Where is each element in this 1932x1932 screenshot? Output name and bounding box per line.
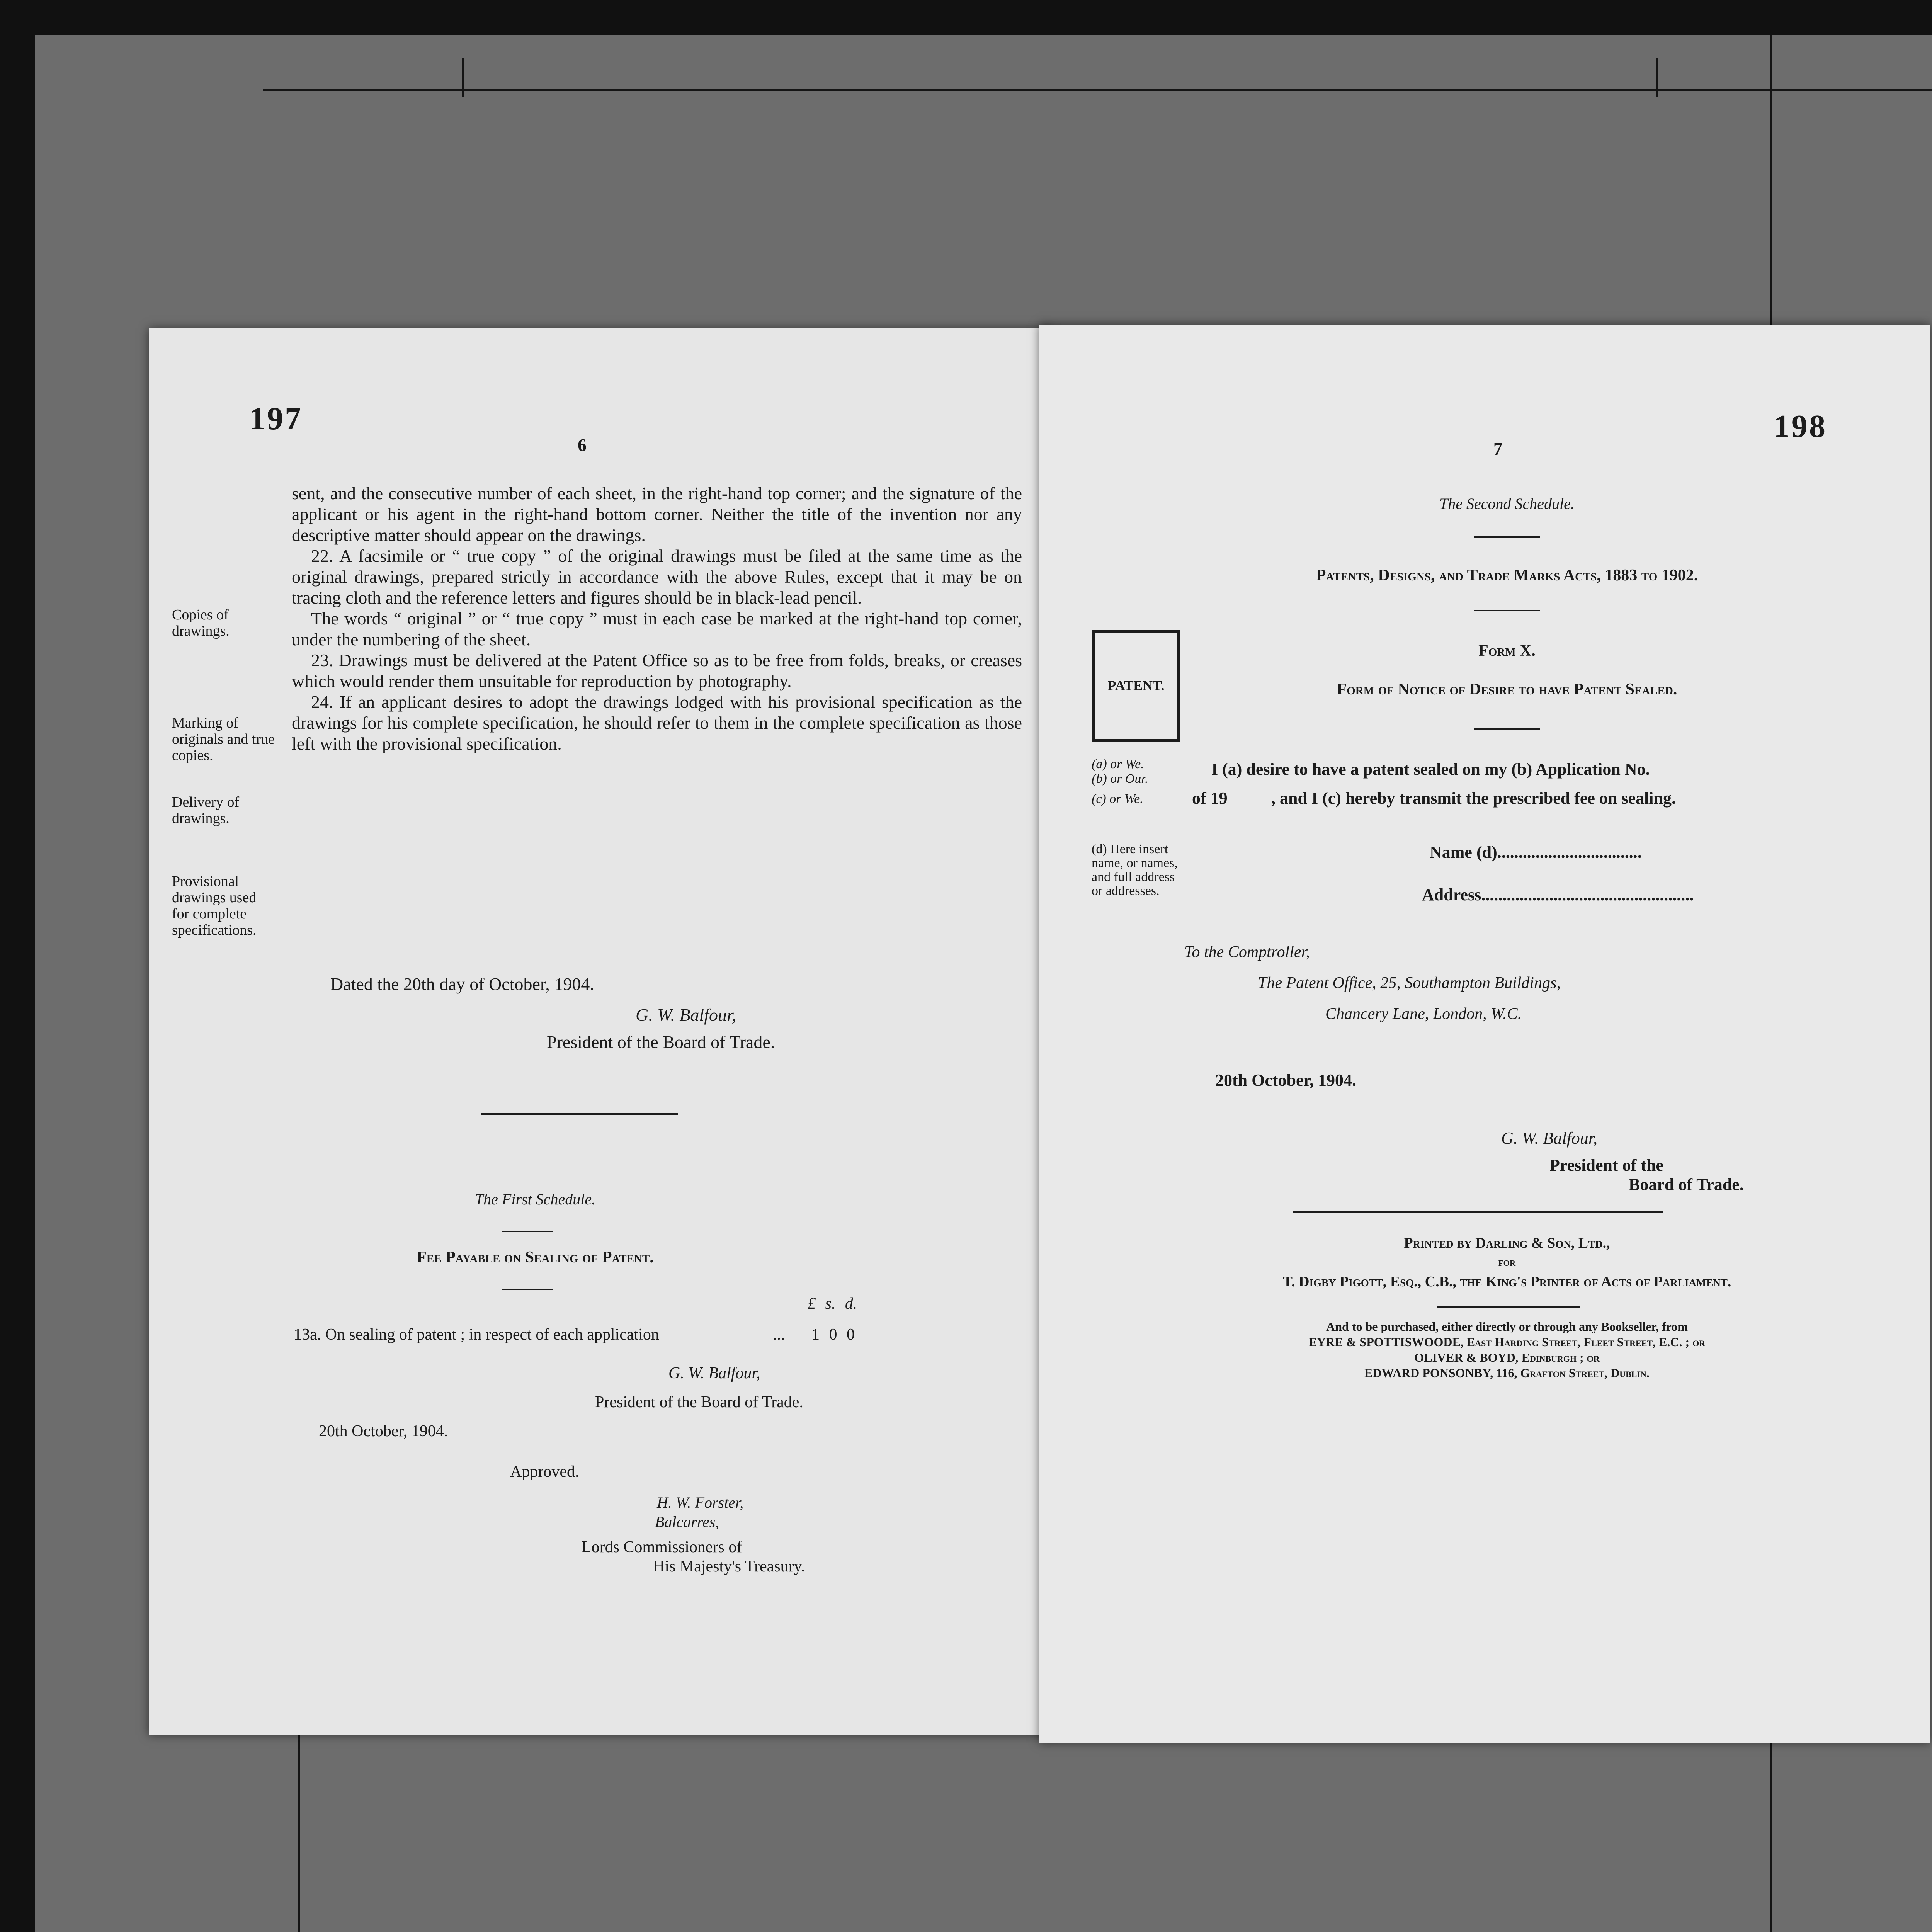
divider-2 xyxy=(1474,610,1540,611)
office-line-2: Chancery Lane, London, W.C. xyxy=(1325,1005,1522,1023)
divider-short xyxy=(502,1231,553,1232)
form-label: Form X. xyxy=(1478,642,1536,660)
folio-number-right: 198 xyxy=(1774,408,1827,444)
fee-amount: 1 0 0 xyxy=(811,1326,855,1344)
paragraph-continuation: sent, and the consecutive number of each sheet, in the right-hand top corner; and the signature of the applicant or his agent in the right-hand bottom corner. Neither the title of the invention nor any descriptive matter should appear on the drawings. xyxy=(292,483,1022,545)
purchase-line-1: And to be purchased, either directly or through any Bookseller, from xyxy=(1326,1320,1688,1333)
signature-title-2: Board of Trade. xyxy=(1629,1175,1744,1194)
purchase-line-4: EDWARD PONSONBY, 116, Grafton Street, Dublin. xyxy=(1364,1366,1650,1380)
divider-purchase xyxy=(1437,1306,1580,1308)
patent-stamp-box xyxy=(1092,630,1180,742)
approved-label: Approved. xyxy=(510,1463,579,1481)
page-number: 6 xyxy=(578,435,587,455)
date-right: 20th October, 1904. xyxy=(1215,1071,1357,1090)
margin-note-a: (a) or We. xyxy=(1092,757,1144,771)
fee-item: 13a. On sealing of patent ; in respect of each application xyxy=(294,1326,659,1344)
body-text-block xyxy=(292,483,1022,754)
margin-note-b: (b) or Our. xyxy=(1092,772,1148,786)
printer-line-1: Printed by Darling & Son, Ltd., xyxy=(1404,1235,1610,1251)
signature-name: G. W. Balfour, xyxy=(636,1005,736,1025)
right-page xyxy=(1039,325,1930,1743)
form-line-1: I (a) desire to have a patent sealed on my (b) Application No. xyxy=(1211,760,1650,779)
margin-note-copies: Copies of drawings. xyxy=(172,607,230,639)
form-line-2-of: of 19 xyxy=(1192,789,1228,808)
signature2-name: G. W. Balfour, xyxy=(668,1364,760,1382)
printer-line-2: for xyxy=(1498,1256,1516,1269)
paragraph-23: 23. Drawings must be delivered at the Patent Office so as to be free from folds, breaks, or creases which would render them unsuitable for reproduction by photography. xyxy=(292,650,1022,691)
signature-title-1: President of the xyxy=(1549,1156,1663,1175)
currency-header: £ s. d. xyxy=(808,1295,857,1313)
to-comptroller: To the Comptroller, xyxy=(1184,943,1310,961)
page-number-right: 7 xyxy=(1493,439,1502,459)
approver-title-1: Lords Commissioners of xyxy=(582,1538,742,1556)
divider-3 xyxy=(1474,728,1540,730)
office-line-1: The Patent Office, 25, Southampton Buildings, xyxy=(1258,974,1561,992)
date-line: 20th October, 1904. xyxy=(319,1422,448,1440)
name-field: Name (d).................................. xyxy=(1430,843,1642,862)
fee-heading: Fee Payable on Sealing of Patent. xyxy=(417,1248,654,1266)
guide-line-left xyxy=(298,1735,300,1932)
purchase-line-3: OLIVER & BOYD, Edinburgh ; or xyxy=(1414,1350,1600,1364)
signature2-title: President of the Board of Trade. xyxy=(595,1393,803,1411)
margin-note-c: (c) or We. xyxy=(1092,792,1143,806)
signature-name-right: G. W. Balfour, xyxy=(1501,1129,1597,1148)
margin-note-d: (d) Here insert name, or names, and full address or addresses. xyxy=(1092,842,1178,898)
purchase-line-2: EYRE & SPOTTISWOODE, East Harding Street, Fleet Street, E.C. ; or xyxy=(1308,1335,1706,1349)
margin-note-marking: Marking of originals and true copies. xyxy=(172,715,275,764)
paragraph-marking: The words “ original ” or “ true copy ” must in each case be marked at the right-hand top corner, under the numbering of the sheet. xyxy=(292,609,1022,649)
patent-stamp-label: PATENT. xyxy=(1107,678,1165,693)
second-schedule-title: The Second Schedule. xyxy=(1439,495,1575,512)
approver-balcarres: Balcarres, xyxy=(655,1513,719,1531)
left-page xyxy=(149,328,1051,1735)
dated-line: Dated the 20th day of October, 1904. xyxy=(330,974,594,994)
first-schedule-title: The First Schedule. xyxy=(474,1190,596,1208)
folio-number: 197 xyxy=(249,401,303,437)
paragraph-24: 24. If an applicant desires to adopt the drawings lodged with his provisional specification as the drawings for his complete specification, he should refer to them in the complete specification as those left with the provisional specification. xyxy=(292,692,1022,753)
approver-title-2: His Majesty's Treasury. xyxy=(653,1558,805,1575)
divider-printer xyxy=(1293,1211,1663,1213)
address-field: Address.................................................. xyxy=(1422,885,1694,904)
acts-heading: Patents, Designs, and Trade Marks Acts, 1883 to 1902. xyxy=(1316,566,1698,584)
printer-line-3: T. Digby Pigott, Esq., C.B., the King's Printer of Acts of Parliament. xyxy=(1282,1274,1731,1290)
guide-tick-right xyxy=(1656,58,1658,97)
form-title: Form of Notice of Desire to have Patent Sealed. xyxy=(1337,680,1677,698)
margin-note-delivery: Delivery of drawings. xyxy=(172,794,240,827)
fee-dots: ... xyxy=(773,1326,785,1344)
signature-title: President of the Board of Trade. xyxy=(547,1032,775,1052)
margin-note-provisional: Provisional drawings used for complete specifications. xyxy=(172,873,257,938)
divider-short-2 xyxy=(502,1289,553,1290)
divider-1 xyxy=(1474,536,1540,538)
approver-forster: H. W. Forster, xyxy=(657,1494,744,1511)
paragraph-22: 22. A facsimile or “ true copy ” of the original drawings must be filed at the same time as the original drawings, prepared strictly in accordance with the above Rules, except that it may be on tracing cloth and the reference letters and figures should be in black-lead pencil. xyxy=(292,546,1022,607)
divider-rule xyxy=(481,1113,678,1115)
guide-line-top xyxy=(263,89,1932,91)
guide-tick-left xyxy=(462,58,464,97)
form-line-2: , and I (c) hereby transmit the prescribed fee on sealing. xyxy=(1271,789,1676,808)
